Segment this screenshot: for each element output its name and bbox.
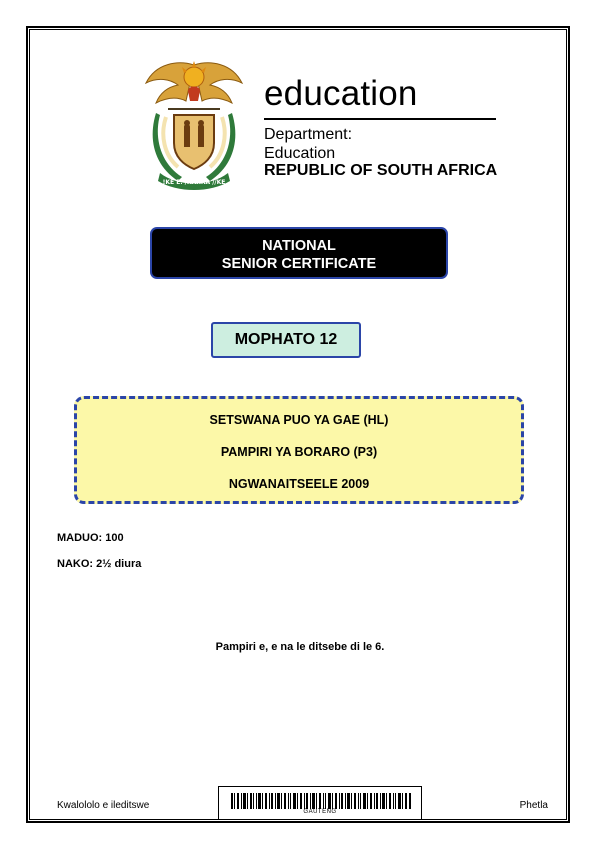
total-marks: MADUO: 100 [57,532,124,544]
brand-word: education [264,74,418,113]
copyright-note: Kwalololo e ileditswe [57,800,150,811]
subject-title: SETSWANA PUO YA GAE (HL) [209,413,389,427]
country-name: REPUBLIC OF SOUTH AFRICA [264,162,498,179]
turn-over-note: Phetla [519,800,548,811]
department-label: Department: [264,126,353,143]
barcode [218,786,422,820]
grade-label: MOPHATO 12 [211,322,361,358]
subject-panel [74,396,524,504]
department-name: Education [264,145,336,162]
crest-motto: !KE E: /XARRA //KE [162,179,226,186]
barcode-label: GAUTENG [303,809,337,815]
brand-divider [264,118,496,120]
coat-of-arms-icon [138,55,250,190]
certificate-banner [150,227,448,279]
exam-session: NGWANAITSEELE 2009 [228,477,370,491]
certificate-banner-line2: SENIOR CERTIFICATE [221,256,377,272]
paper-number: PAMPIRI YA BORARO (P3) [220,445,378,459]
certificate-banner-line1: NATIONAL [262,238,336,254]
barcode-icon [231,793,411,809]
exam-duration: NAKO: 2½ diura [57,558,142,570]
page-count-note: Pampiri e, e na le ditsebe di le 6. [215,641,385,653]
